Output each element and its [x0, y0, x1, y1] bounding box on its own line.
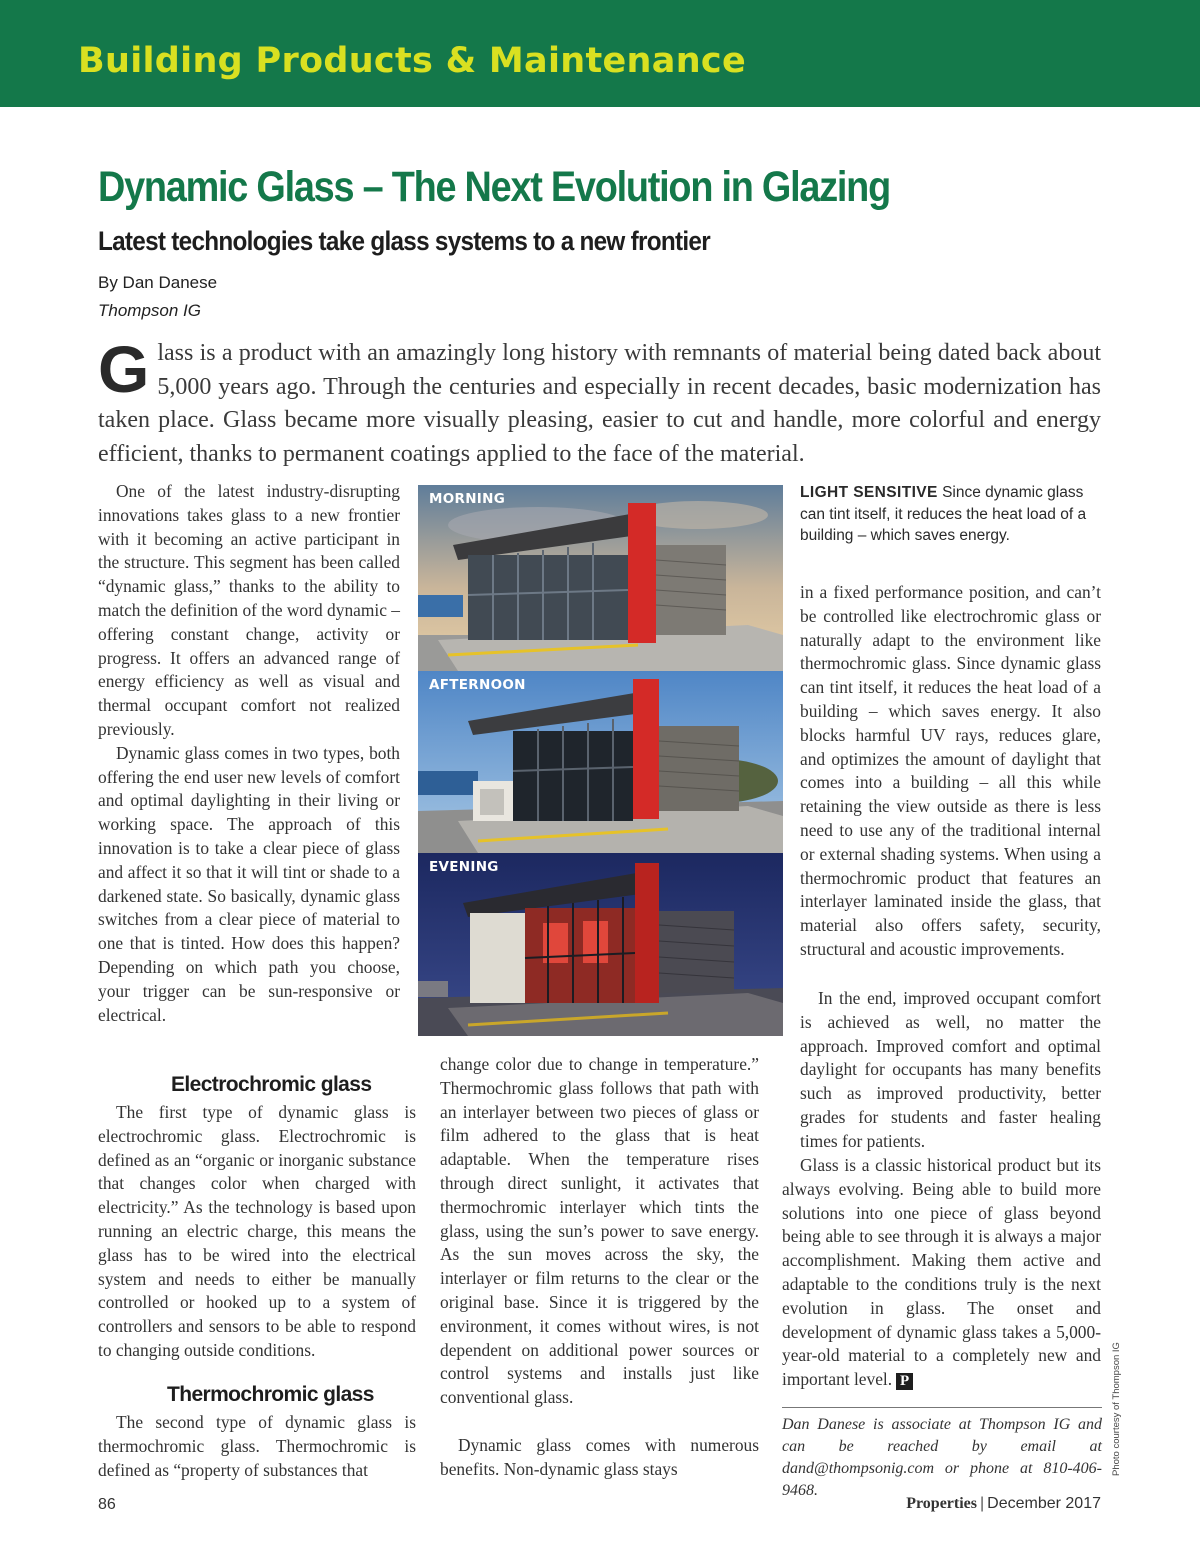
body-paragraph: Dynamic glass comes in two types, both offering the end user new levels of comfort and optimal daylighting in their living or working space. The approach of this innovation is to take a clear piece of glass and affect it so that it will tint or shade to a darkened state. So basically, dynamic glass switches from a clear piece of material to one that is tinted. How does this happen? Depending on which path you choose, your trigger can be sun-responsive or electrical. [98, 742, 400, 1025]
photo-evening [418, 853, 783, 1036]
building-afternoon-image [418, 671, 783, 853]
photo-label: EVENING [429, 859, 499, 875]
section-banner [0, 0, 1200, 107]
column-1-bottom [98, 1411, 416, 1482]
author-company: Thompson IG [98, 301, 201, 320]
section-title: Building Products & Maintenance [78, 41, 746, 81]
heading-electrochromic: Electrochromic glass [171, 1073, 372, 1096]
column-3 [800, 581, 1101, 962]
footer-separator: | [980, 1495, 985, 1512]
page-number: 86 [98, 1496, 116, 1513]
column-2 [440, 1053, 759, 1482]
column-1-lower [98, 1101, 416, 1363]
column-3-lower [782, 1154, 1101, 1392]
magazine-name: Properties [906, 1495, 977, 1512]
body-paragraph: The first type of dynamic glass is electrochromic glass. Electrochromic is defined as an “organic or inorganic substance that changes color when charged with electricity.” As the technology is based upon running an electric charge, this means the glass has to be wired into the electrical system and needs to either be manually controlled or hooked up to a system of controllers and sensors to be able to respond to changing outside conditions. [98, 1102, 416, 1360]
author-bio: Dan Danese is associate at Thompson IG and can be reached by email at dand@thompsonig.com or phone at 810-406-9468. [782, 1416, 1102, 1499]
body-paragraph: In the end, improved occupant comfort is achieved as well, no matter the approach. Improved comfort and optimal daylight for occupants has many benefits such as improved productivity, better grades for students and faster healing times for patients. [800, 988, 1101, 1151]
issue-date: December 2017 [987, 1495, 1101, 1512]
heading-thermochromic: Thermochromic glass [167, 1383, 374, 1406]
article-title: Dynamic Glass – The Next Evolution in Glazing [98, 163, 890, 211]
caption-text: Since dynamic glass can tint itself, it reduces the heat load of a building – which saves energy. [800, 484, 1087, 544]
body-paragraph: in a fixed performance position, and can’t be controlled like electrochromic glass or naturally adapt to the environment like thermochromic glass. Since dynamic glass can tint itself, it reduces the heat load of a building – which saves energy. It also blocks harmful UV rays, reduces glare, and optimizes the amount of daylight that comes into a building – all this while retaining the view outside as there is less need to use any of the traditional internal or external shading systems. When using a thermochromic product that features an interlayer laminated inside the glass, that material also offers safety, security, structural and acoustic improvements. [800, 582, 1101, 959]
body-paragraph: Dynamic glass comes with numerous benefits. Non-dynamic glass stays [440, 1434, 759, 1479]
article-subtitle: Latest technologies take glass systems to a new frontier [98, 226, 710, 256]
drop-cap: G [98, 332, 150, 406]
intro-text: lass is a product with an amazingly long history with remnants of material being dated back about 5,000 years ago. Through the centuries and especially in recent decades, basic modernization has taken place. Glass became more visually pleasing, easier to cut and handle, more colorful and energy efficient, thanks to permanent coatings applied to the face of the material. [98, 340, 1101, 467]
intro-paragraph [98, 332, 1101, 471]
body-paragraph: One of the latest industry-disrupting innovations takes glass to a new frontier with it becoming an active participant in the structure. This segment has been called “dynamic glass,” thanks to the ability to match the definition of the word dynamic – offering constant change, activity or progress. It offers an advanced range of energy efficiency as well as visual and thermal occupant comfort not realized previously. [98, 481, 400, 739]
photo-label: AFTERNOON [429, 677, 526, 693]
photo-caption [800, 482, 1101, 547]
building-evening-image [418, 853, 783, 1036]
body-paragraph: The second type of dynamic glass is thermochromic glass. Thermochromic is defined as “property of substances that [98, 1412, 416, 1480]
body-paragraph: Glass is a classic historical product but its always evolving. Being able to build more solutions into one piece of glass beyond being able to see through it is always a major accomplishment. Making them active and adaptable to the conditions truly is the next evolution in glass. The onset and development of dynamic glass takes a 5,000-year-old material to a completely new and important level. P [782, 1155, 1101, 1390]
building-morning-image [418, 485, 783, 671]
photo-morning [418, 485, 783, 671]
column-3-continued [800, 987, 1101, 1154]
photo-stack [418, 485, 783, 1036]
footer-publication [906, 1495, 1101, 1513]
end-mark-icon: P [896, 1373, 913, 1390]
body-paragraph: change color due to change in temperature.” Thermochromic glass follows that path with an interlayer between two pieces of glass or film adhered to the glass that is heat adaptable. When the temperature rises through direct sunlight, it activates that thermochromic interlayer which tints the glass, using the sun’s power to save energy. As the sun moves across the sky, the interlayer or film returns to the clear or the original base. Since it is triggered by the environment, it comes without wires, is not dependent on additional power sources or control systems and installs just like conventional glass. [440, 1054, 759, 1408]
photo-label: MORNING [429, 491, 506, 507]
column-1 [98, 480, 400, 1027]
divider [782, 1407, 1102, 1408]
photo-credit: Photo courtesy of Thompson IG [1111, 1342, 1122, 1476]
byline: By Dan Danese [98, 273, 218, 292]
photo-afternoon [418, 671, 783, 853]
caption-lead: LIGHT SENSITIVE [800, 484, 938, 501]
